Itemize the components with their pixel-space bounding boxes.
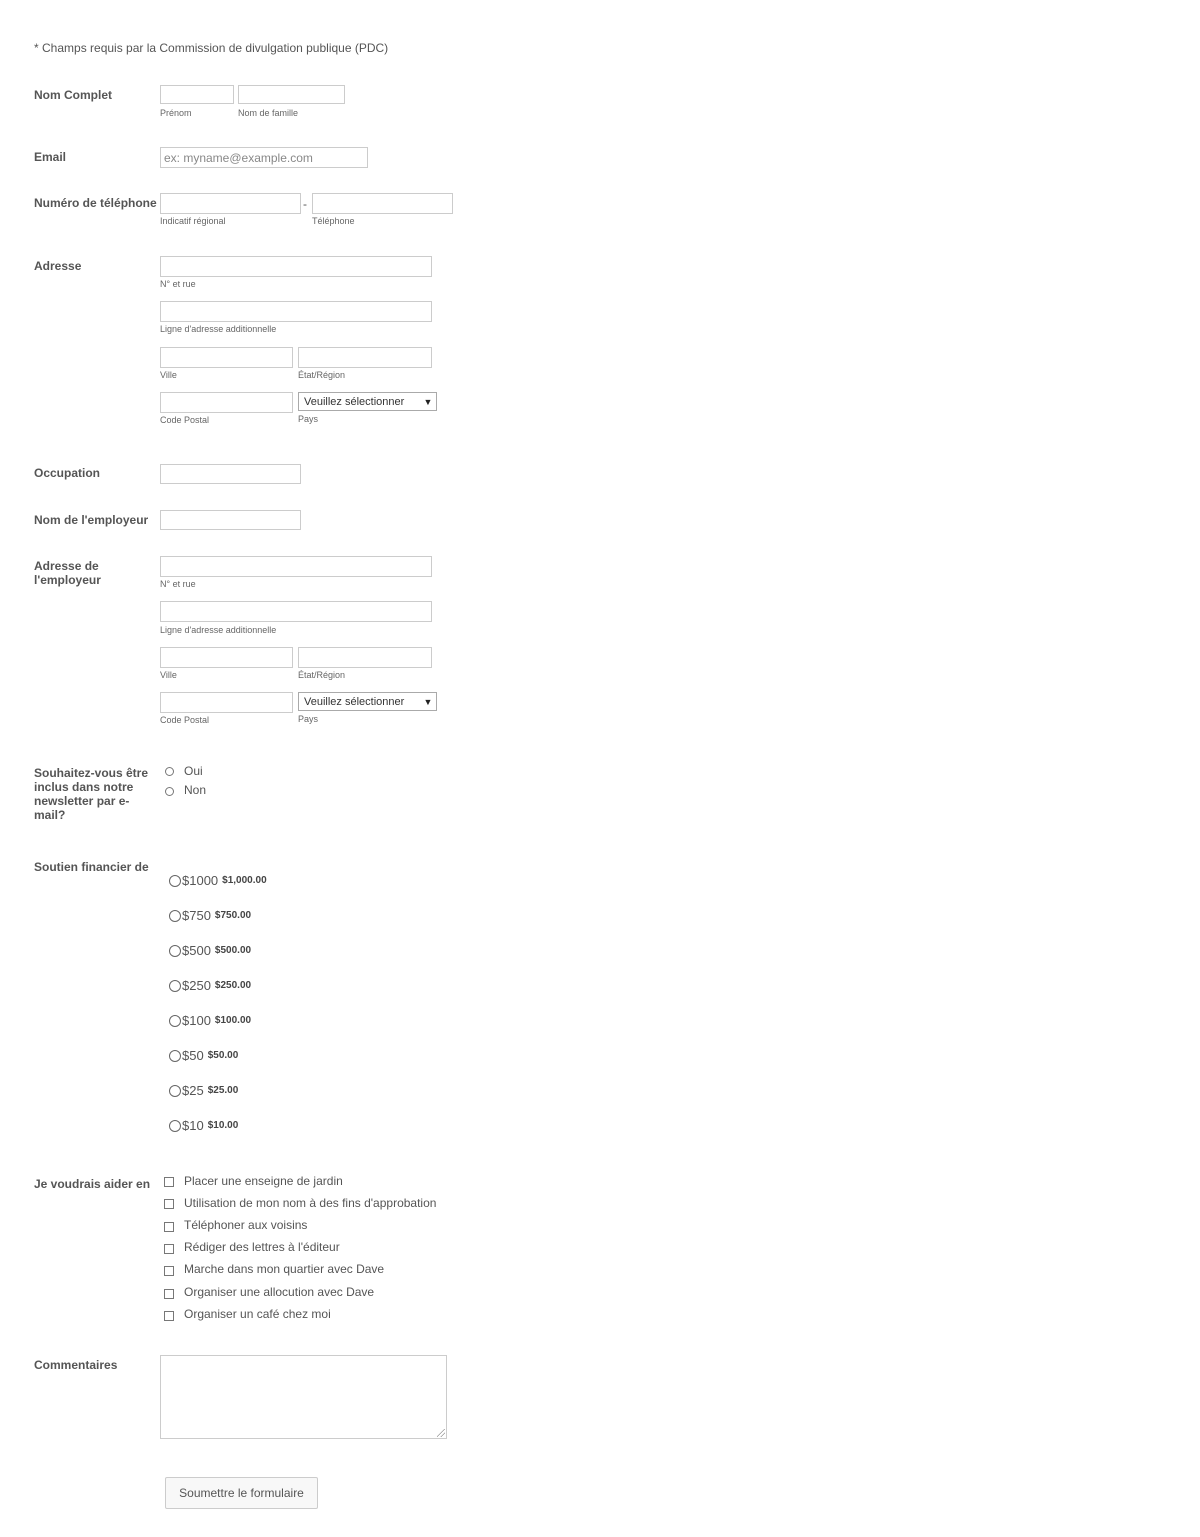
phone-number-sublabel: Téléphone [312,216,355,226]
support-option-100[interactable] [169,1013,251,1028]
support-option-name: $750 [182,908,211,923]
support-option-name: $25 [182,1083,204,1098]
occupation-input[interactable] [160,464,301,484]
radio-icon[interactable] [169,945,181,957]
support-option-name: $1000 [182,873,219,888]
employer-postal-input[interactable] [160,692,293,713]
support-option-name: $100 [182,1013,211,1028]
help-option-label: Organiser un café chez moi [184,1307,331,1321]
help-checkbox-speech[interactable] [164,1289,174,1299]
employer-street-input[interactable] [160,556,432,577]
email-label: Email [34,150,67,164]
address-country-select[interactable] [298,392,437,411]
support-option-amount: $1,000.00 [222,875,267,886]
address-street-sublabel: N° et rue [160,279,196,289]
help-option-label: Placer une enseigne de jardin [184,1174,343,1188]
employer-city-input[interactable] [160,647,293,668]
chevron-down-icon: ▼ [423,396,433,407]
full-name-label: Nom Complet [34,88,112,102]
phone-number-input[interactable] [312,193,453,214]
help-option-label: Téléphoner aux voisins [184,1218,308,1232]
radio-icon[interactable] [169,910,181,922]
required-note: * Champs requis par la Commission de divulgation publique (PDC) [34,41,389,55]
support-option-750[interactable] [169,908,251,923]
submit-button[interactable]: Soumettre le formulaire [165,1477,318,1509]
first-name-sublabel: Prénom [160,108,192,118]
address-country-value: Veuillez sélectionner [304,395,405,408]
employer-line2-input[interactable] [160,601,432,622]
address-label: Adresse [34,259,82,273]
help-option-label: Marche dans mon quartier avec Dave [184,1262,385,1276]
comments-textarea[interactable] [160,1355,447,1439]
employer-state-sublabel: État/Région [298,670,346,680]
help-option-label: Organiser une allocution avec Dave [184,1285,375,1299]
address-postal-input[interactable] [160,392,293,413]
last-name-input[interactable] [238,85,345,104]
address-line2-input[interactable] [160,301,432,322]
employer-country-value: Veuillez sélectionner [304,695,405,708]
radio-icon[interactable] [169,980,181,992]
newsletter-yes-label: Oui [184,764,203,778]
employer-city-sublabel: Ville [160,670,177,680]
address-city-sublabel: Ville [160,370,177,380]
support-option-amount: $25.00 [207,1085,239,1096]
support-label: Soutien financier de [34,860,149,874]
employer-country-select[interactable] [298,692,437,711]
help-checkbox-endorsement[interactable] [164,1199,174,1209]
support-option-50[interactable] [169,1048,238,1063]
support-option-name: $50 [182,1048,204,1063]
support-option-amount: $50.00 [207,1050,239,1061]
employer-country-sublabel: Pays [298,714,319,724]
address-state-input[interactable] [298,347,432,368]
help-checkbox-coffee[interactable] [164,1311,174,1321]
support-option-amount: $750.00 [214,910,252,921]
help-checkbox-phone-neighbors[interactable] [164,1222,174,1232]
help-option-label: Rédiger des lettres à l'éditeur [184,1240,340,1254]
newsletter-no-label: Non [184,783,207,797]
employer-input[interactable] [160,510,301,530]
employer-label: Nom de l'employeur [34,513,149,527]
employer-street-sublabel: N° et rue [160,579,196,589]
newsletter-no-radio[interactable] [165,787,174,796]
help-checkbox-walk[interactable] [164,1266,174,1276]
address-state-sublabel: État/Région [298,370,346,380]
help-checkbox-yard-sign[interactable] [164,1177,174,1187]
support-option-amount: $10.00 [207,1120,239,1131]
support-option-amount: $500.00 [214,945,252,956]
radio-icon[interactable] [169,1120,181,1132]
employer-address-label: Adresse de l'employeur [34,559,101,587]
address-country-sublabel: Pays [298,414,319,424]
support-option-name: $500 [182,943,211,958]
phone-separator: - [303,197,307,211]
support-option-250[interactable] [169,978,251,993]
radio-icon[interactable] [169,875,181,887]
help-checkbox-letters[interactable] [164,1244,174,1254]
resize-handle-icon[interactable] [437,1429,445,1437]
first-name-input[interactable] [160,85,234,104]
chevron-down-icon: ▼ [423,696,433,707]
radio-icon[interactable] [169,1085,181,1097]
support-option-10[interactable] [169,1118,238,1133]
help-option-label: Utilisation de mon nom à des fins d'approbation [184,1196,437,1210]
support-option-name: $250 [182,978,211,993]
address-city-input[interactable] [160,347,293,368]
radio-icon[interactable] [169,1015,181,1027]
last-name-sublabel: Nom de famille [238,108,299,118]
radio-icon[interactable] [169,1050,181,1062]
employer-line2-sublabel: Ligne d'adresse additionnelle [160,625,277,635]
phone-label: Numéro de téléphone [34,196,157,210]
newsletter-label: Souhaitez-vous être inclus dans notre newsletter par e-mail? [34,766,149,822]
newsletter-yes-radio[interactable] [165,767,174,776]
support-option-500[interactable] [169,943,251,958]
occupation-label: Occupation [34,466,101,480]
employer-postal-sublabel: Code Postal [160,715,210,725]
help-label: Je voudrais aider en [34,1177,151,1191]
support-option-25[interactable] [169,1083,238,1098]
phone-area-input[interactable] [160,193,301,214]
support-option-amount: $100.00 [214,1015,252,1026]
support-option-amount: $250.00 [214,980,252,991]
support-option-name: $10 [182,1118,204,1133]
support-option-1000[interactable] [169,873,267,888]
address-line2-sublabel: Ligne d'adresse additionnelle [160,324,277,334]
address-postal-sublabel: Code Postal [160,415,210,425]
employer-state-input[interactable] [298,647,432,668]
email-input[interactable] [160,147,368,168]
phone-area-sublabel: Indicatif régional [160,216,226,226]
comments-label: Commentaires [34,1358,118,1372]
address-street-input[interactable] [160,256,432,277]
